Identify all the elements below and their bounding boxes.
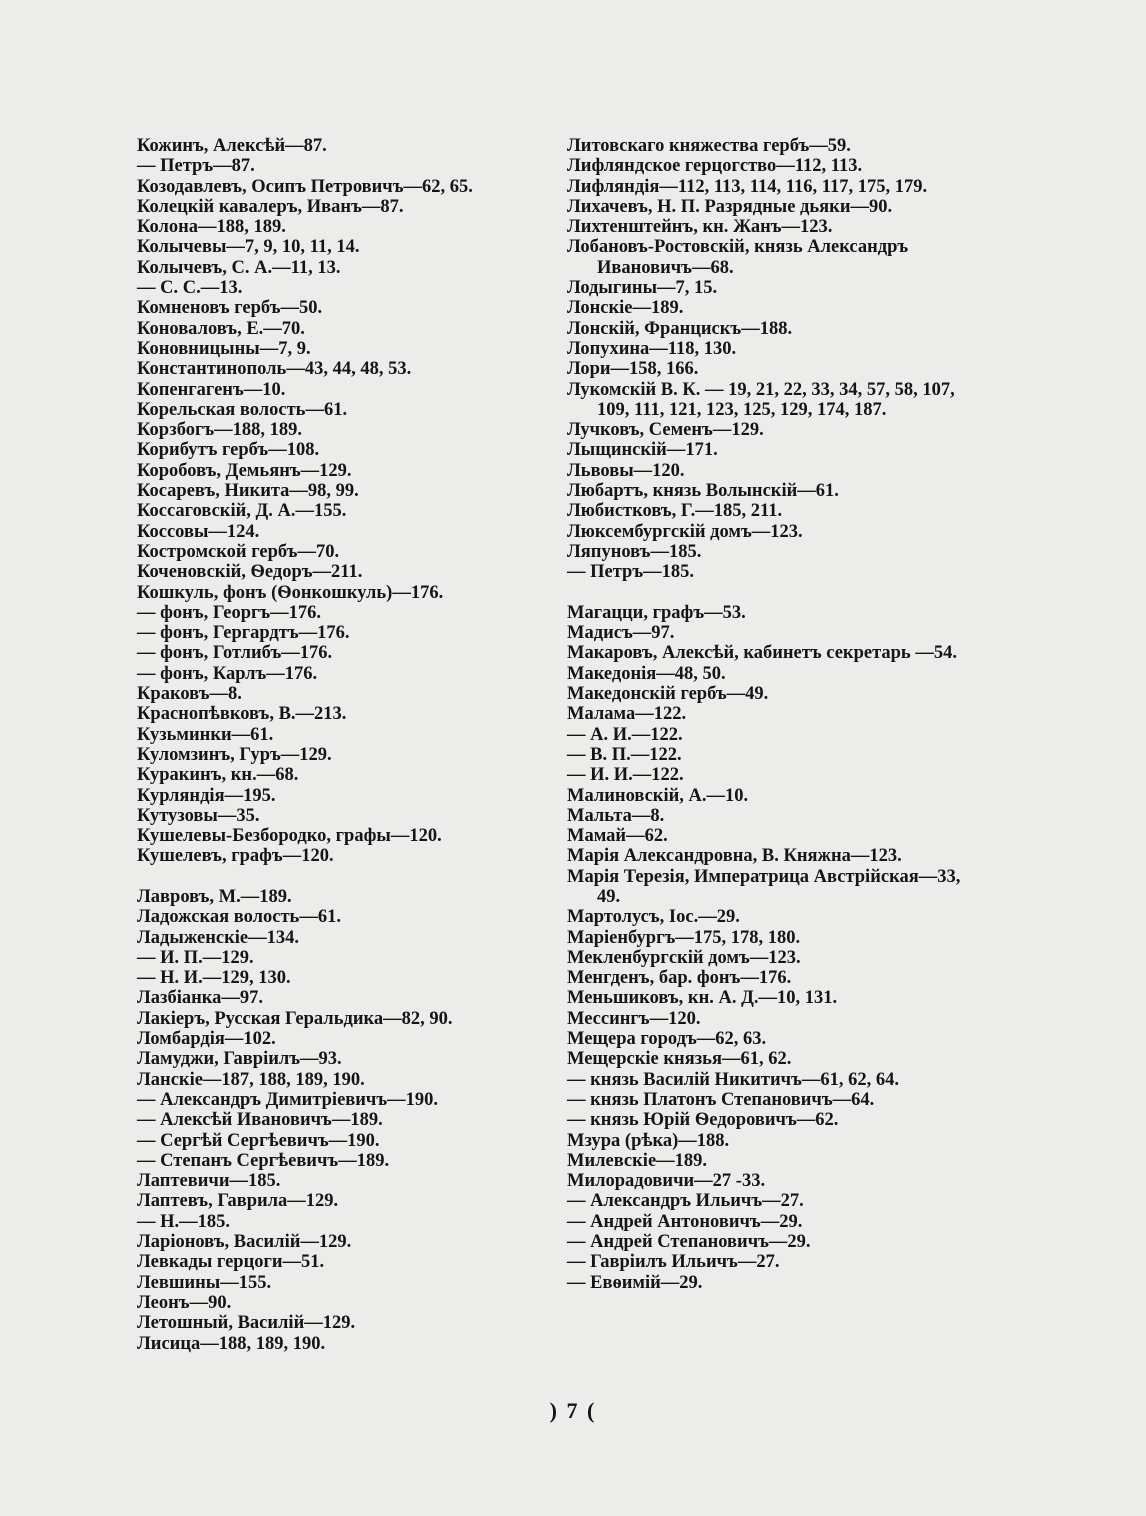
index-entry: Менгденъ, бар. фонъ—176. <box>567 968 792 989</box>
index-entry: — князь Юрій Ѳедоровичъ—62. <box>567 1110 839 1131</box>
index-entry: Корзбогъ—188, 189. <box>137 420 303 441</box>
index-entry: Комненовъ гербъ—50. <box>137 298 323 319</box>
index-entry: Львовы—120. <box>567 460 685 481</box>
index-entry: Лукомскій В. К. — 19, 21, 22, 33, 34, 57, 58, 107, 109, 111, 121, 123, 125, 129, 174, 187. <box>567 379 955 420</box>
index-entry: Кушелевы-Безбородко, графы—120. <box>137 826 442 847</box>
index-entry: Ламуджи, Гавріилъ—93. <box>137 1049 342 1070</box>
index-entry: Лифляндія—112, 113, 114, 116, 117, 175, 179. <box>567 176 928 197</box>
index-entry: Лучковъ, Семенъ—129. <box>567 420 764 441</box>
index-entry: — Александръ Ильичъ—27. <box>567 1191 804 1212</box>
index-entry: Корибутъ гербъ—108. <box>137 440 320 461</box>
index-entry: Малиновскій, А.—10. <box>567 785 749 806</box>
index-entry: Колона—188, 189. <box>137 217 286 238</box>
index-entry: Лифляндское герцогство—112, 113. <box>567 156 863 177</box>
index-entry: Милевскіе—189. <box>567 1150 708 1171</box>
index-entry: Коробовъ, Демьянъ—129. <box>137 460 352 481</box>
index-entry: Коноваловъ, Е.—70. <box>137 318 305 339</box>
index-entry: Македонія—48, 50. <box>567 663 726 684</box>
index-entry: Куракинъ, кн.—68. <box>137 765 299 786</box>
index-entry: — князь Василій Никитичъ—61, 62, 64. <box>567 1069 900 1090</box>
index-entry: Леонъ—90. <box>137 1292 232 1313</box>
index-entry: Малама—122. <box>567 704 687 725</box>
section-gap <box>137 867 547 887</box>
left-index-column <box>137 136 547 1354</box>
index-entry: Лори—158, 166. <box>567 359 699 380</box>
index-entry: Лазбіанка—97. <box>137 988 264 1009</box>
index-entry: Любистковъ, Г.—185, 211. <box>567 501 783 522</box>
index-entry: — Гавріилъ Ильичъ—27. <box>567 1252 780 1273</box>
index-entry: Мекленбургскій домъ—123. <box>567 947 801 968</box>
index-entry: Колычевъ, С. А.—11, 13. <box>137 257 341 278</box>
index-entry: — И. П.—129. <box>137 947 254 968</box>
index-entry: Кутузовы—35. <box>137 805 260 826</box>
index-entry: Люксембургскій домъ—123. <box>567 521 803 542</box>
index-entry: Кошкуль, фонъ (Ѳонкошкуль)—176. <box>137 582 444 603</box>
index-entry: Мадисъ—97. <box>567 623 675 644</box>
index-entry: Копенгагенъ—10. <box>137 379 286 400</box>
index-entry: Магацци, графъ—53. <box>567 602 746 623</box>
index-entry: Мартолусъ, Іос.—29. <box>567 907 740 928</box>
index-entry: Марія Александровна, В. Княжна—123. <box>567 846 902 867</box>
index-entry: — Андрей Антоновичъ—29. <box>567 1211 803 1232</box>
index-entry: Макаровъ, Алексѣй, кабинетъ секретарь —54. <box>567 643 957 664</box>
index-entry: Мальта—8. <box>567 805 665 826</box>
index-entry: — Андрей Степановичъ—29. <box>567 1232 811 1253</box>
index-entry: — С. С.—13. <box>137 278 243 299</box>
index-entry: Мамай—62. <box>567 826 668 847</box>
index-entry: — князь Платонъ Степановичъ—64. <box>567 1089 875 1110</box>
index-entry: Лыщинскій—171. <box>567 440 718 461</box>
index-entry: — Петръ—87. <box>137 156 255 177</box>
right-index-column <box>567 136 977 1293</box>
index-entry: Лихачевъ, Н. П. Разрядные дьяки—90. <box>567 196 893 217</box>
index-entry: Македонскій гербъ—49. <box>567 684 769 705</box>
index-entry: Ланскіе—187, 188, 189, 190. <box>137 1069 365 1090</box>
index-entry: Мзура (рѣка)—188. <box>567 1130 730 1151</box>
index-entry: Колецкій кавалеръ, Иванъ—87. <box>137 196 404 217</box>
index-entry: Лопухина—118, 130. <box>567 338 737 359</box>
index-entry: Костромской гербъ—70. <box>137 541 340 562</box>
index-entry: — И. И.—122. <box>567 765 684 786</box>
index-entry: — Н.—185. <box>137 1211 231 1232</box>
index-entry: Мессингъ—120. <box>567 1008 701 1029</box>
index-entry: Корельская волость—61. <box>137 399 348 420</box>
index-entry: Ладыженскіе—134. <box>137 927 299 948</box>
index-entry: Лаптевичи—185. <box>137 1171 281 1192</box>
index-entry: Козодавлевъ, Осипъ Петровичъ—62, 65. <box>137 176 473 197</box>
index-entry: Коченовскій, Ѳедоръ—211. <box>137 562 363 583</box>
index-entry: Ладожская волость—61. <box>137 907 341 928</box>
index-entry: Ломбардія—102. <box>137 1029 276 1050</box>
index-entry: Мещера городъ—62, 63. <box>567 1029 767 1050</box>
index-entry: Любартъ, князь Волынскій—61. <box>567 481 839 502</box>
index-entry: Мещерскіе князья—61, 62. <box>567 1049 792 1070</box>
index-entry: Лихтенштейнъ, кн. Жанъ—123. <box>567 217 833 238</box>
index-entry: — Евѳимій—29. <box>567 1272 703 1293</box>
index-entry: Константинополь—43, 44, 48, 53. <box>137 359 412 380</box>
index-entry: Краснопѣвковъ, В.—213. <box>137 704 347 725</box>
index-entry: Милорадовичи—27 -33. <box>567 1171 766 1192</box>
index-entry: Краковъ—8. <box>137 684 242 705</box>
index-entry: Коссовы—124. <box>137 521 260 542</box>
section-gap <box>567 583 977 603</box>
index-entry: Левшины—155. <box>137 1272 272 1293</box>
index-entry: Курляндія—195. <box>137 785 276 806</box>
index-entry: Летошный, Василій—129. <box>137 1313 356 1334</box>
index-entry: Лонскіе—189. <box>567 298 684 319</box>
index-entry: — Петръ—185. <box>567 562 694 583</box>
index-entry: Кушелевъ, графъ—120. <box>137 846 334 867</box>
index-entry: — А. И.—122. <box>567 724 683 745</box>
index-entry: — Алексѣй Ивановичъ—189. <box>137 1110 383 1131</box>
index-entry: Меньшиковъ, кн. А. Д.—10, 131. <box>567 988 838 1009</box>
index-entry: Куломзинъ, Гуръ—129. <box>137 744 332 765</box>
index-entry: Коновницыны—7, 9. <box>137 338 311 359</box>
index-entry: Лакіеръ, Русская Геральдика—82, 90. <box>137 1008 453 1029</box>
index-entry: Марія Терезія, Императрица Австрійская—33, 49. <box>567 866 961 907</box>
index-entry: Ляпуновъ—185. <box>567 541 702 562</box>
index-entry: Лисица—188, 189, 190. <box>137 1333 326 1354</box>
index-entry: Косаревъ, Никита—98, 99. <box>137 481 359 502</box>
index-entry: Лонскій, Францискъ—188. <box>567 318 793 339</box>
index-entry: — Сергѣй Сергѣевичъ—190. <box>137 1130 380 1151</box>
index-entry: Ларіоновъ, Василій—129. <box>137 1232 352 1253</box>
index-entry: Лобановъ-Ростовскій, князь Александръ Ивановичъ—68. <box>567 237 909 278</box>
index-entry: — Н. И.—129, 130. <box>137 968 291 989</box>
index-entry: Лаптевъ, Гаврила—129. <box>137 1191 339 1212</box>
page-number: ) 7 ( <box>549 1398 597 1423</box>
index-entry: Кузьминки—61. <box>137 724 274 745</box>
index-entry: Колычевы—7, 9, 10, 11, 14. <box>137 237 360 258</box>
index-entry: Лавровъ, М.—189. <box>137 886 292 907</box>
index-entry: — В. П.—122. <box>567 744 682 765</box>
index-entry: Лодыгины—7, 15. <box>567 278 718 299</box>
index-entry: Коссаговскій, Д. А.—155. <box>137 501 347 522</box>
index-entry: Маріенбургъ—175, 178, 180. <box>567 927 801 948</box>
index-entry: Литовскаго княжества гербъ—59. <box>567 136 851 156</box>
index-entry: Кожинъ, Алексѣй—87. <box>137 136 327 156</box>
index-entry: — фонъ, Готлибъ—176. <box>137 643 333 664</box>
index-entry: Левкады герцоги—51. <box>137 1252 325 1273</box>
index-entry: — фонъ, Георгъ—176. <box>137 602 322 623</box>
index-entry: — фонъ, Гергардтъ—176. <box>137 623 350 644</box>
index-entry: — Степанъ Сергѣевичъ—189. <box>137 1150 390 1171</box>
index-entry: — фонъ, Карлъ—176. <box>137 663 318 684</box>
index-entry: — Александръ Димитріевичъ—190. <box>137 1089 439 1110</box>
